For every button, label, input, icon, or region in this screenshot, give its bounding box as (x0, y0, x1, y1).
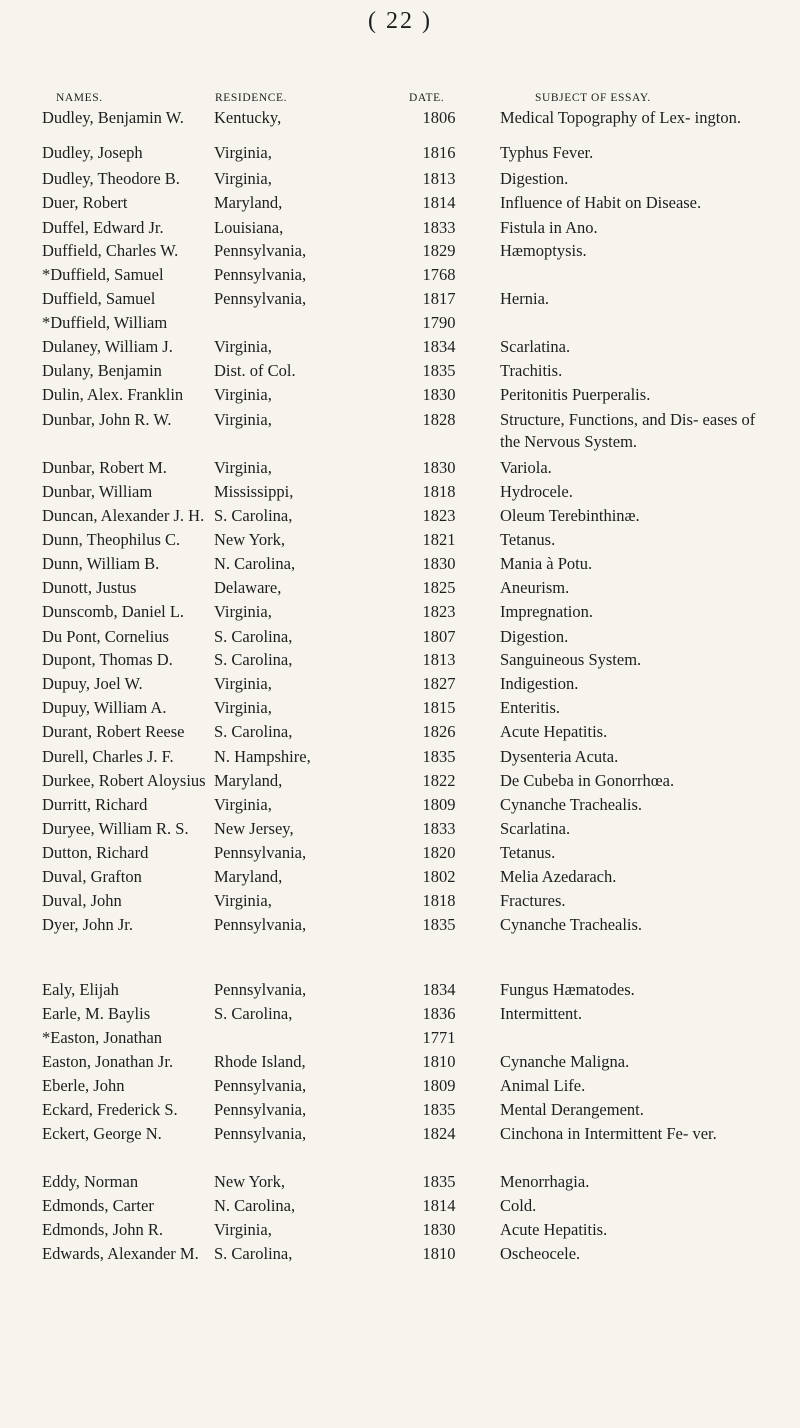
row-date: 1830 (422, 385, 456, 404)
row-name: Earle, M. Baylis (42, 1004, 151, 1023)
row-subject: Fractures. (500, 891, 566, 910)
row-subject: Impregnation. (500, 602, 594, 621)
row-name: Dutton, Richard (42, 843, 149, 862)
row-subject: Indigestion. (500, 674, 579, 693)
row-date: 1809 (422, 795, 456, 814)
row-residence: Virginia, (214, 169, 272, 188)
row-residence: Pennsylvania, (214, 265, 307, 284)
row-subject: Acute Hepatitis. (500, 722, 608, 741)
row-residence: Pennsylvania, (214, 843, 307, 862)
row-date: 1814 (422, 1196, 456, 1215)
row-residence: Pennsylvania, (214, 980, 307, 999)
row-subject: Cinchona in Intermittent Fe- ver. (500, 1124, 717, 1143)
row-date: 1815 (422, 698, 456, 717)
header-names: NAMES. (56, 92, 103, 104)
row-date: 1836 (422, 1004, 456, 1023)
row-date: 1806 (422, 108, 456, 127)
row-date: 1818 (422, 891, 456, 910)
row-date: 1823 (422, 602, 456, 621)
row-name: Edmonds, John R. (42, 1220, 164, 1239)
row-residence: Kentucky, (214, 108, 282, 127)
row-subject: Digestion. (500, 169, 569, 188)
row-name: Dupont, Thomas D. (42, 650, 173, 669)
row-subject: Fungus Hæmatodes. (500, 980, 635, 999)
row-subject: Cynanche Maligna. (500, 1052, 630, 1071)
row-name: Duryee, William R. S. (42, 819, 189, 838)
row-name: Dunscomb, Daniel L. (42, 602, 185, 621)
row-date: 1814 (422, 193, 456, 212)
row-subject: Sanguineous System. (500, 650, 642, 669)
row-date: 1807 (422, 627, 456, 646)
row-residence: Virginia, (214, 385, 272, 404)
row-name: Eckert, George N. (42, 1124, 162, 1143)
row-name: Duffield, Charles W. (42, 241, 179, 260)
row-residence: S. Carolina, (214, 627, 293, 646)
row-subject: Cynanche Trachealis. (500, 795, 643, 814)
row-subject: Fistula in Ano. (500, 218, 598, 237)
row-name: Eckard, Frederick S. (42, 1100, 178, 1119)
row-name: Durell, Charles J. F. (42, 747, 174, 766)
row-subject: Structure, Functions, and Dis- eases of the Nervous System. (500, 410, 756, 451)
row-residence: N. Carolina, (214, 554, 296, 573)
row-subject: Oleum Terebinthinæ. (500, 506, 640, 525)
row-residence: S. Carolina, (214, 506, 293, 525)
row-date: 1822 (422, 771, 456, 790)
row-date: 1835 (422, 1172, 456, 1191)
row-name: Dulin, Alex. Franklin (42, 385, 184, 404)
row-subject: Typhus Fever. (500, 143, 594, 162)
row-subject: Acute Hepatitis. (500, 1220, 608, 1239)
row-residence: Virginia, (214, 795, 272, 814)
row-residence: Pennsylvania, (214, 289, 307, 308)
row-name: Dupuy, Joel W. (42, 674, 143, 693)
row-name: Edwards, Alexander M. (42, 1244, 199, 1263)
row-name: *Easton, Jonathan (42, 1028, 163, 1047)
row-subject: Oscheocele. (500, 1244, 581, 1263)
row-date: 1771 (422, 1028, 456, 1047)
row-subject: Scarlatina. (500, 337, 571, 356)
row-date: 1823 (422, 506, 456, 525)
row-subject: Menorrhagia. (500, 1172, 590, 1191)
row-subject: Aneurism. (500, 578, 570, 597)
row-residence: Virginia, (214, 698, 272, 717)
row-date: 1830 (422, 458, 456, 477)
row-date: 1802 (422, 867, 456, 886)
row-name: Duer, Robert (42, 193, 128, 212)
row-name: Dudley, Theodore B. (42, 169, 180, 188)
row-residence: Pennsylvania, (214, 1100, 307, 1119)
row-subject: Intermittent. (500, 1004, 583, 1023)
row-subject: Mental Derangement. (500, 1100, 644, 1119)
row-date: 1835 (422, 1100, 456, 1119)
row-residence: Virginia, (214, 602, 272, 621)
row-name: Dyer, John Jr. (42, 915, 133, 934)
row-subject: Dysenteria Acuta. (500, 747, 619, 766)
row-subject: Digestion. (500, 627, 569, 646)
row-subject: Animal Life. (500, 1076, 586, 1095)
row-name: Dudley, Joseph (42, 143, 143, 162)
row-residence: Virginia, (214, 674, 272, 693)
row-residence: Virginia, (214, 143, 272, 162)
row-residence: Mississippi, (214, 482, 294, 501)
row-subject: Mania à Potu. (500, 554, 593, 573)
row-name: Ealy, Elijah (42, 980, 119, 999)
row-subject: Medical Topography of Lex- ington. (500, 108, 741, 127)
row-subject: Melia Azedarach. (500, 867, 617, 886)
row-residence: New York, (214, 1172, 286, 1191)
row-name: Duval, Grafton (42, 867, 142, 886)
row-date: 1825 (422, 578, 456, 597)
row-date: 1830 (422, 554, 456, 573)
row-name: Dunbar, William (42, 482, 153, 501)
row-date: 1834 (422, 980, 456, 999)
row-date: 1821 (422, 530, 456, 549)
row-date: 1830 (422, 1220, 456, 1239)
row-subject: Peritonitis Puerperalis. (500, 385, 651, 404)
row-date: 1828 (422, 410, 456, 429)
row-residence: Pennsylvania, (214, 241, 307, 260)
row-residence: New Jersey, (214, 819, 294, 838)
row-date: 1826 (422, 722, 456, 741)
row-date: 1835 (422, 747, 456, 766)
row-subject: Hæmoptysis. (500, 241, 587, 260)
row-date: 1833 (422, 819, 456, 838)
row-residence: Pennsylvania, (214, 915, 307, 934)
row-subject: Trachitis. (500, 361, 563, 380)
row-date: 1813 (422, 650, 456, 669)
row-date: 1768 (422, 265, 456, 284)
row-name: Durant, Robert Reese (42, 722, 185, 741)
row-subject: Enteritis. (500, 698, 561, 717)
row-residence: Virginia, (214, 1220, 272, 1239)
row-date: 1818 (422, 482, 456, 501)
row-date: 1833 (422, 218, 456, 237)
row-date: 1813 (422, 169, 456, 188)
row-subject: Tetanus. (500, 530, 556, 549)
row-date: 1810 (422, 1244, 456, 1263)
row-name: Eddy, Norman (42, 1172, 139, 1191)
row-date: 1816 (422, 143, 456, 162)
row-residence: Pennsylvania, (214, 1124, 307, 1143)
row-subject: Hernia. (500, 289, 550, 308)
row-residence: Virginia, (214, 410, 272, 429)
row-name: *Duffield, Samuel (42, 265, 164, 284)
header-subject: SUBJECT OF ESSAY. (535, 92, 651, 104)
row-name: Eberle, John (42, 1076, 125, 1095)
row-name: Dudley, Benjamin W. (42, 108, 184, 127)
row-residence: N. Hampshire, (214, 747, 311, 766)
row-name: Dunn, William B. (42, 554, 160, 573)
row-name: Edmonds, Carter (42, 1196, 154, 1215)
row-date: 1824 (422, 1124, 456, 1143)
row-date: 1817 (422, 289, 456, 308)
row-residence: S. Carolina, (214, 1244, 293, 1263)
row-subject: Scarlatina. (500, 819, 571, 838)
row-date: 1810 (422, 1052, 456, 1071)
row-residence: Delaware, (214, 578, 282, 597)
row-name: Dunbar, John R. W. (42, 410, 172, 429)
row-residence: Pennsylvania, (214, 1076, 307, 1095)
row-date: 1834 (422, 337, 456, 356)
row-name: *Duffield, William (42, 313, 168, 332)
row-date: 1790 (422, 313, 456, 332)
row-name: Dupuy, William A. (42, 698, 167, 717)
row-name: Duncan, Alexander J. H. (42, 506, 205, 525)
row-residence: Maryland, (214, 771, 283, 790)
row-date: 1820 (422, 843, 456, 862)
row-residence: S. Carolina, (214, 1004, 293, 1023)
row-date: 1835 (422, 361, 456, 380)
row-residence: Virginia, (214, 458, 272, 477)
row-date: 1809 (422, 1076, 456, 1095)
row-name: Dulaney, William J. (42, 337, 173, 356)
row-subject: Tetanus. (500, 843, 556, 862)
row-subject: Influence of Habit on Disease. (500, 193, 702, 212)
row-name: Dunn, Theophilus C. (42, 530, 181, 549)
row-name: Dunbar, Robert M. (42, 458, 167, 477)
row-name: Dulany, Benjamin (42, 361, 162, 380)
row-residence: Maryland, (214, 193, 283, 212)
row-residence: Maryland, (214, 867, 283, 886)
row-residence: Virginia, (214, 337, 272, 356)
row-date: 1827 (422, 674, 456, 693)
row-date: 1829 (422, 241, 456, 260)
row-name: Duffel, Edward Jr. (42, 218, 164, 237)
header-date: DATE. (409, 92, 445, 104)
row-subject: Hydrocele. (500, 482, 573, 501)
row-residence: N. Carolina, (214, 1196, 296, 1215)
row-name: Duval, John (42, 891, 122, 910)
row-subject: De Cubeba in Gonorrhœa. (500, 771, 675, 790)
row-residence: Rhode Island, (214, 1052, 306, 1071)
row-residence: Dist. of Col. (214, 361, 296, 380)
page-number: ( 22 ) (368, 8, 432, 34)
row-subject: Cynanche Trachealis. (500, 915, 643, 934)
row-name: Easton, Jonathan Jr. (42, 1052, 174, 1071)
row-residence: S. Carolina, (214, 722, 293, 741)
row-name: Duffield, Samuel (42, 289, 156, 308)
row-date: 1835 (422, 915, 456, 934)
row-name: Du Pont, Cornelius (42, 627, 169, 646)
row-residence: S. Carolina, (214, 650, 293, 669)
row-name: Dunott, Justus (42, 578, 137, 597)
row-name: Durkee, Robert Aloysius (42, 771, 206, 790)
row-residence: New York, (214, 530, 286, 549)
row-residence: Virginia, (214, 891, 272, 910)
row-subject: Variola. (500, 458, 552, 477)
row-subject: Cold. (500, 1196, 537, 1215)
row-name: Durritt, Richard (42, 795, 148, 814)
header-residence: RESIDENCE. (215, 92, 288, 104)
row-residence: Louisiana, (214, 218, 284, 237)
